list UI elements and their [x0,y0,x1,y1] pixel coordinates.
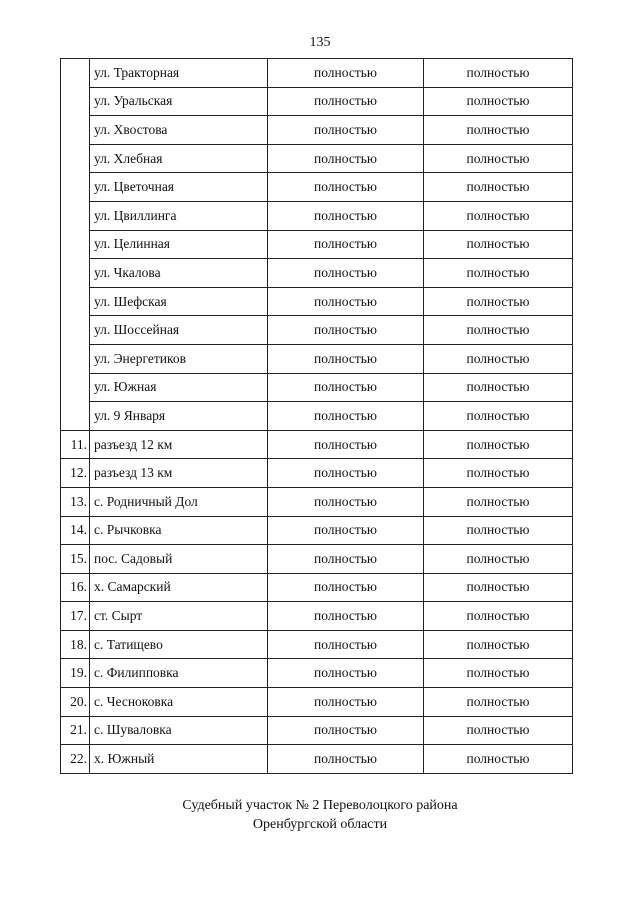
table-row [61,344,573,373]
settlement-name: с. Родничный Дол [90,487,268,516]
settlement-name: х. Южный [90,745,268,774]
settlement-name: с. Шуваловка [90,716,268,745]
coverage-cell: полностью [268,688,424,717]
coverage-cell: полностью [424,144,573,173]
coverage-cell: полностью [424,402,573,431]
settlement-name: пос. Садовый [90,545,268,574]
coverage-cell: полностью [268,402,424,431]
table-row [61,545,573,574]
section-heading-line2: Оренбургской области [252,817,388,832]
table-row [61,230,573,259]
coverage-cell: полностью [424,87,573,116]
coverage-cell: полностью [424,745,573,774]
page-number: 135 [309,35,331,50]
coverage-cell: полностью [424,688,573,717]
table-row [61,602,573,631]
coverage-cell: полностью [268,573,424,602]
coverage-cell: полностью [424,516,573,545]
coverage-cell: полностью [424,316,573,345]
settlement-name: ул. Цвиллинга [90,201,268,230]
table-row [61,516,573,545]
coverage-cell: полностью [268,259,424,288]
table-row [61,201,573,230]
row-number: 22. [61,745,90,774]
settlement-name: ул. Целинная [90,230,268,259]
table-row [61,316,573,345]
settlement-name: ул. Энергетиков [90,344,268,373]
settlement-name: разъезд 12 км [90,430,268,459]
coverage-cell: полностью [268,201,424,230]
table-row [61,173,573,202]
coverage-cell: полностью [424,116,573,145]
coverage-cell: полностью [424,659,573,688]
table-row [61,487,573,516]
table-row [61,716,573,745]
coverage-cell: полностью [268,459,424,488]
settlement-name: ул. Хвостова [90,116,268,145]
row-number: 18. [61,630,90,659]
coverage-cell: полностью [268,87,424,116]
table-row [61,430,573,459]
coverage-cell: полностью [424,201,573,230]
row-number [61,59,90,431]
row-number: 11. [61,430,90,459]
settlement-name: ул. Уральская [90,87,268,116]
settlement-name: ул. Чкалова [90,259,268,288]
table-row [61,287,573,316]
coverage-cell: полностью [268,630,424,659]
coverage-cell: полностью [268,545,424,574]
settlement-name: х. Самарский [90,573,268,602]
settlement-name: ул. Шефская [90,287,268,316]
coverage-cell: полностью [268,373,424,402]
coverage-cell: полностью [268,59,424,88]
coverage-cell: полностью [268,173,424,202]
coverage-cell: полностью [424,230,573,259]
coverage-cell: полностью [424,487,573,516]
table-row [61,630,573,659]
coverage-cell: полностью [424,573,573,602]
settlement-name: разъезд 13 км [90,459,268,488]
coverage-cell: полностью [424,716,573,745]
coverage-cell: полностью [424,459,573,488]
coverage-cell: полностью [268,602,424,631]
coverage-cell: полностью [268,144,424,173]
row-number: 19. [61,659,90,688]
table-row [61,116,573,145]
row-number: 20. [61,688,90,717]
coverage-cell: полностью [268,745,424,774]
section-heading [0,796,640,834]
row-number: 17. [61,602,90,631]
settlement-name: ул. Южная [90,373,268,402]
row-number: 12. [61,459,90,488]
coverage-cell: полностью [268,716,424,745]
settlement-name: с. Рычковка [90,516,268,545]
settlement-name: ул. Хлебная [90,144,268,173]
coverage-cell: полностью [268,430,424,459]
row-number: 15. [61,545,90,574]
coverage-cell: полностью [268,516,424,545]
coverage-cell: полностью [268,116,424,145]
settlements-table [60,58,573,774]
coverage-cell: полностью [424,373,573,402]
settlement-name: ул. 9 Января [90,402,268,431]
coverage-cell: полностью [424,344,573,373]
coverage-cell: полностью [424,630,573,659]
table-row [61,87,573,116]
table-row [61,59,573,88]
coverage-cell: полностью [268,344,424,373]
coverage-cell: полностью [268,287,424,316]
row-number: 21. [61,716,90,745]
coverage-cell: полностью [268,659,424,688]
table-row [61,459,573,488]
settlement-name: ст. Сырт [90,602,268,631]
coverage-cell: полностью [424,287,573,316]
table-row [61,373,573,402]
table-row [61,259,573,288]
coverage-cell: полностью [424,173,573,202]
coverage-cell: полностью [268,316,424,345]
coverage-cell: полностью [424,59,573,88]
coverage-cell: полностью [424,259,573,288]
settlement-name: с. Татищево [90,630,268,659]
table-row [61,402,573,431]
coverage-cell: полностью [268,230,424,259]
settlement-name: с. Чесноковка [90,688,268,717]
row-number: 16. [61,573,90,602]
row-number: 13. [61,487,90,516]
settlement-name: с. Филипповка [90,659,268,688]
settlement-name: ул. Цветочная [90,173,268,202]
table-row [61,573,573,602]
table-row [61,745,573,774]
section-heading-line1: Судебный участок № 2 Переволоцкого района [182,798,458,813]
coverage-cell: полностью [424,545,573,574]
table-row [61,144,573,173]
coverage-cell: полностью [424,430,573,459]
coverage-cell: полностью [424,602,573,631]
table-row [61,659,573,688]
table-row [61,688,573,717]
settlement-name: ул. Шоссейная [90,316,268,345]
coverage-cell: полностью [268,487,424,516]
table-body [61,59,573,774]
row-number: 14. [61,516,90,545]
settlement-name: ул. Тракторная [90,59,268,88]
